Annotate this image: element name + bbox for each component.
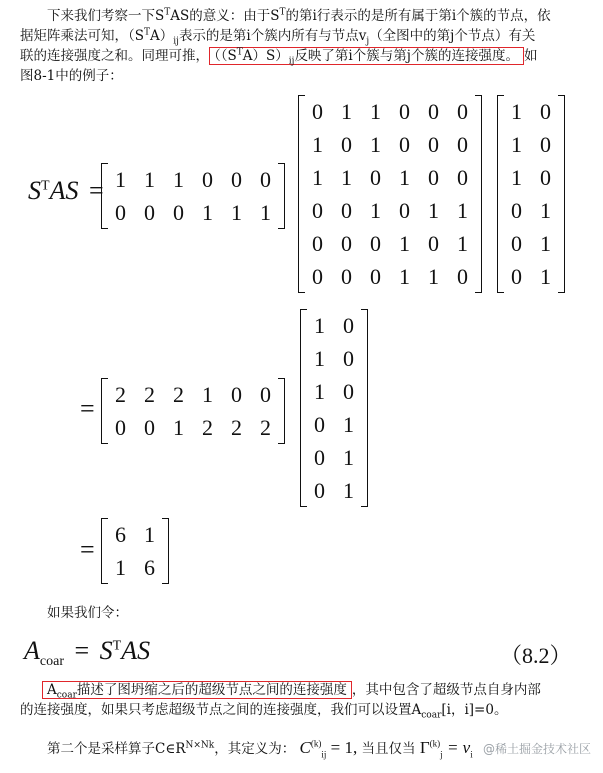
- matrix-cell: 1: [540, 197, 551, 223]
- matrix-cell: 0: [540, 131, 551, 157]
- matrix-cell: 2: [260, 414, 271, 440]
- matrix-cell: 1: [428, 197, 439, 223]
- matrix-cell: 0: [312, 263, 323, 289]
- matrix-cell: 0: [312, 230, 323, 256]
- matrix-cell: 0: [428, 98, 439, 124]
- matrix-cell: 1: [399, 230, 410, 256]
- matrix-cell: 0: [115, 199, 126, 225]
- matrix-cell: 0: [115, 414, 126, 440]
- matrix-cell: 0: [511, 230, 522, 256]
- matrix-cell: 0: [260, 381, 271, 407]
- matrix-cell: 0: [343, 345, 354, 371]
- matrix-cell: 1: [341, 98, 352, 124]
- matrix-cell: 0: [428, 164, 439, 190]
- matrix-cell: 1: [173, 414, 184, 440]
- equation-number: （8.2）: [500, 643, 572, 668]
- matrix-cell: 1: [511, 131, 522, 157]
- matrix-cell: 0: [341, 263, 352, 289]
- matrix-bracket-left: [101, 518, 108, 584]
- matrix-cell: 1: [312, 164, 323, 190]
- matrix-s: [497, 95, 565, 293]
- matrix-cell: 1: [314, 378, 325, 404]
- matrix-bracket-right: [278, 163, 285, 229]
- matrix-product-1: [101, 378, 285, 444]
- matrix-cell: 0: [399, 197, 410, 223]
- matrix-cell: 0: [343, 378, 354, 404]
- matrix-cell: 0: [457, 164, 468, 190]
- matrix-row: [106, 378, 280, 411]
- matrix-cell: 0: [231, 166, 242, 192]
- matrix-st: [101, 163, 285, 229]
- matrix-bracket-left: [298, 95, 305, 293]
- matrix-row: [305, 342, 363, 375]
- matrix-cell: 0: [457, 98, 468, 124]
- matrix-cell: 0: [144, 414, 155, 440]
- matrix-cell: 1: [370, 98, 381, 124]
- matrix-cell: 0: [312, 197, 323, 223]
- matrix-cell: 0: [341, 197, 352, 223]
- matrix-cell: 1: [540, 263, 551, 289]
- matrix-cell: 6: [144, 554, 155, 580]
- matrix-cell: 0: [511, 263, 522, 289]
- matrix-cell: 1: [314, 345, 325, 371]
- highlight-box-cluster-strength: $((S^TA)S)_{ij}$反映了第i个簇与第j个簇的连接强度。: [209, 47, 524, 65]
- matrix-row: [502, 260, 560, 293]
- matrix-cell: 1: [457, 230, 468, 256]
- matrix-row: [502, 161, 560, 194]
- matrix-row: [305, 375, 363, 408]
- description-paragraph: $A_{coar}$描述了图坍缩之后的超级节点之间的连接强度 ，其中包含了超级节点自身内部 的连接强度，如果只考虑超级节点之间的连接强度，我们可以设置$A_{coar}[i$，i]=0。: [20, 682, 541, 721]
- matrix-a: [298, 95, 482, 293]
- matrix-cell: 0: [314, 444, 325, 470]
- matrix-cell: 1: [343, 444, 354, 470]
- matrix-row: [305, 309, 363, 342]
- matrix-cell: 1: [540, 230, 551, 256]
- matrix-cell: 0: [314, 411, 325, 437]
- matrix-cell: 0: [428, 131, 439, 157]
- matrix-bracket-left: [101, 163, 108, 229]
- matrix-cell: 0: [173, 199, 184, 225]
- matrix-cell: 1: [511, 164, 522, 190]
- highlight-box-acoar: $A_{coar}$描述了图坍缩之后的超级节点之间的连接强度: [42, 681, 352, 699]
- watermark: @稀土掘金技术社区: [482, 742, 591, 756]
- matrix-cell: 0: [202, 166, 213, 192]
- eq2-equals: =: [80, 394, 95, 423]
- matrix-cell: 1: [312, 131, 323, 157]
- matrix-cell: 2: [173, 381, 184, 407]
- matrix-cell: 2: [115, 381, 126, 407]
- matrix-row: [303, 260, 477, 293]
- matrix-bracket-right: [162, 518, 169, 584]
- matrix-row: [502, 95, 560, 128]
- matrix-cell: 0: [144, 199, 155, 225]
- matrix-row: [303, 227, 477, 260]
- matrix-cell: 0: [370, 164, 381, 190]
- matrix-cell: 0: [511, 197, 522, 223]
- matrix-bracket-left: [300, 309, 307, 507]
- matrix-bracket-right: [475, 95, 482, 293]
- matrix-cell: 1: [428, 263, 439, 289]
- matrix-cell: 1: [202, 199, 213, 225]
- matrix-cell: 1: [144, 166, 155, 192]
- eq1-lhs: $S^TAS$ =: [28, 176, 104, 205]
- matrix-cell: 1: [370, 197, 381, 223]
- matrix-cell: 0: [343, 312, 354, 338]
- matrix-bracket-right: [361, 309, 368, 507]
- matrix-cell: 1: [260, 199, 271, 225]
- matrix-cell: 1: [399, 263, 410, 289]
- matrix-cell: 0: [231, 381, 242, 407]
- matrix-row: [305, 441, 363, 474]
- matrix-cell: 1: [343, 411, 354, 437]
- matrix-cell: 1: [341, 164, 352, 190]
- matrix-cell: 1: [173, 166, 184, 192]
- matrix-row: [106, 518, 164, 551]
- intro-paragraph: 下来我们考察一下$S^TAS$的意义：由于$S^T$的第i行表示的是所有属于第i个簇的节点，依 据矩阵乘法可知，$(S^TA)_{ij}$表示的是第i个簇内所有与节点$v_j$（全图中的第j个节点）有关 联的连接强度之和。同理可推， $((S^TA)S)_{ij}$反映了第i个簇与第j个簇的连接强度。 如 图8-1中的例子：: [20, 7, 551, 84]
- matrix-cell: 0: [312, 98, 323, 124]
- matrix-cell: 1: [314, 312, 325, 338]
- matrix-cell: 0: [341, 131, 352, 157]
- matrix-row: [303, 194, 477, 227]
- matrix-cell: 0: [540, 164, 551, 190]
- matrix-cell: 2: [144, 381, 155, 407]
- sampling-line: 第二个是采样算子$C\in R^{N\times Nk}$，其定义为： $C^{(k)}_{ij} = 1$, 当且仅当 $\Gamma^{(k)}_j = v_i$: [47, 738, 473, 760]
- matrix-cell: 0: [457, 263, 468, 289]
- matrix-cell: 1: [457, 197, 468, 223]
- matrix-row: [502, 227, 560, 260]
- matrix-cell: 6: [115, 521, 126, 547]
- matrix-cell: 1: [343, 477, 354, 503]
- matrix-cell: 0: [399, 131, 410, 157]
- matrix-cell: 1: [370, 131, 381, 157]
- matrix-cell: 0: [370, 230, 381, 256]
- matrix-bracket-left: [101, 378, 108, 444]
- matrix-bracket-left: [497, 95, 504, 293]
- matrix-cell: 0: [399, 98, 410, 124]
- matrix-cell: 1: [231, 199, 242, 225]
- matrix-cell: 1: [115, 166, 126, 192]
- matrix-result: [101, 518, 169, 584]
- eq3-equals: =: [80, 535, 95, 564]
- matrix-cell: 1: [511, 98, 522, 124]
- matrix-row: [303, 95, 477, 128]
- matrix-s-2: [300, 309, 368, 507]
- matrix-cell: 2: [202, 414, 213, 440]
- matrix-cell: 0: [370, 263, 381, 289]
- matrix-cell: 0: [314, 477, 325, 503]
- definition-equation: $A_{coar} = S^TAS$: [24, 636, 151, 670]
- matrix-cell: 1: [144, 521, 155, 547]
- matrix-cell: 1: [202, 381, 213, 407]
- matrix-bracket-right: [558, 95, 565, 293]
- matrix-row: [106, 551, 164, 584]
- matrix-cell: 1: [115, 554, 126, 580]
- matrix-row: [305, 474, 363, 507]
- matrix-row: [303, 128, 477, 161]
- matrix-bracket-right: [278, 378, 285, 444]
- matrix-cell: 0: [341, 230, 352, 256]
- matrix-row: [502, 128, 560, 161]
- matrix-cell: 0: [540, 98, 551, 124]
- matrix-row: [502, 194, 560, 227]
- matrix-cell: 1: [399, 164, 410, 190]
- matrix-cell: 2: [231, 414, 242, 440]
- matrix-row: [305, 408, 363, 441]
- matrix-row: [106, 163, 280, 196]
- let-text: 如果我们令：: [47, 605, 128, 621]
- matrix-cell: 0: [260, 166, 271, 192]
- matrix-row: [303, 161, 477, 194]
- matrix-cell: 0: [457, 131, 468, 157]
- matrix-cell: 0: [428, 230, 439, 256]
- matrix-row: [106, 196, 280, 229]
- matrix-row: [106, 411, 280, 444]
